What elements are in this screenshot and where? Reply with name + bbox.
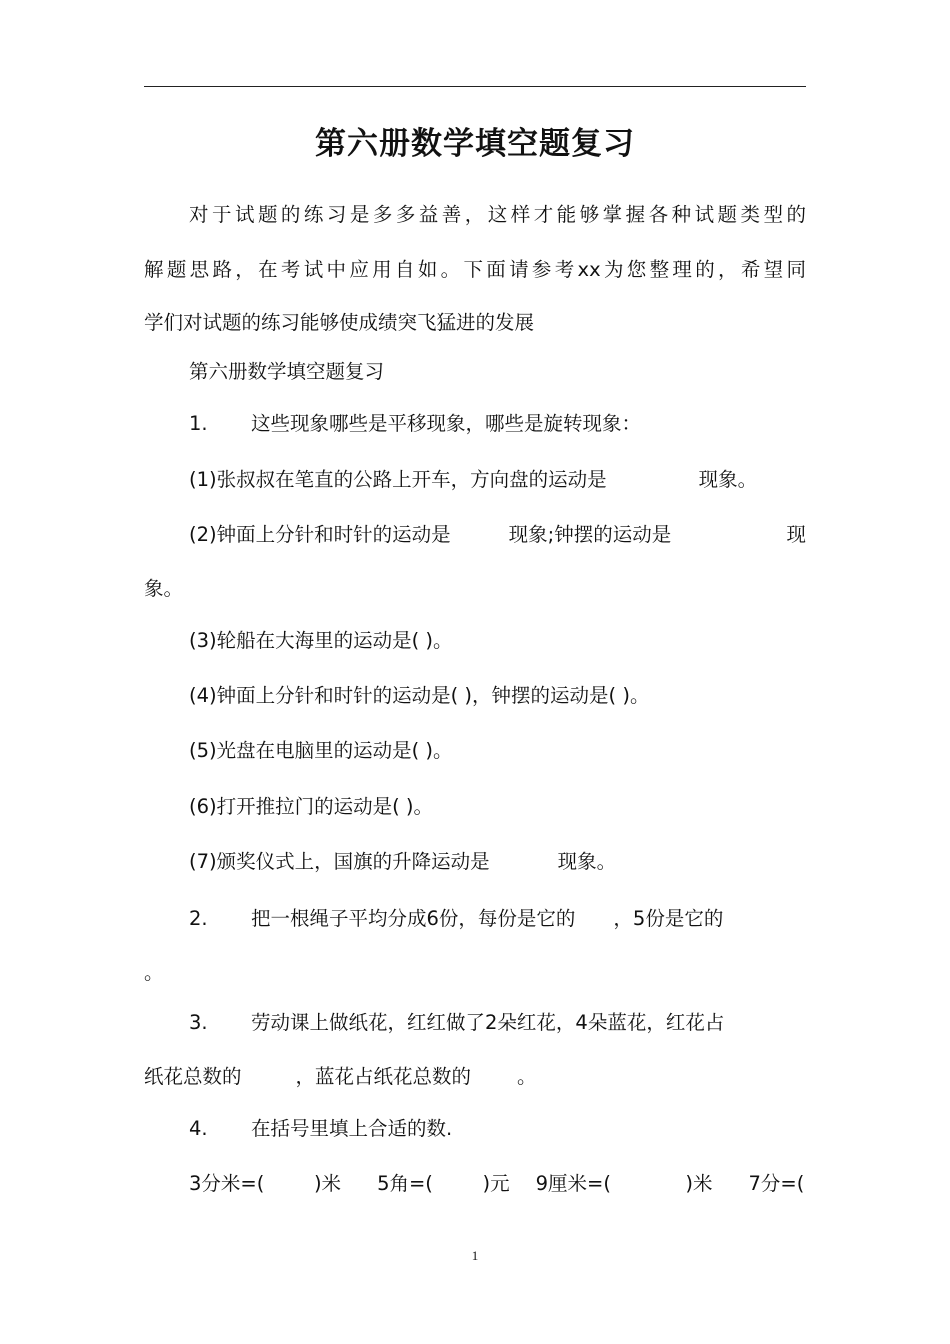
question-3-text-c: 。 xyxy=(517,1065,537,1088)
question-3 xyxy=(189,1009,806,1037)
intro-line-1: 对于试题的练习是多多益善，这样才能够掌握各种试题类型的 xyxy=(189,203,806,226)
question-1-item-1 xyxy=(189,466,806,494)
question-1-item-5: (5)光盘在电脑里的运动是( )。 xyxy=(189,739,453,762)
conversion-item: 5角=( )元 xyxy=(377,1172,510,1195)
question-3-line-2 xyxy=(144,1063,806,1091)
question-1-item-2-wrap: 象。 xyxy=(144,577,184,600)
question-2-number: 2. xyxy=(189,907,208,930)
question-1-number: 1. xyxy=(189,412,208,435)
intro-line-3: 学们对试题的练习能够使成绩突飞猛进的发展 xyxy=(144,311,535,334)
question-2-text: 把一根绳子平均分成6份，每份是它的 xyxy=(251,907,576,930)
conversion-item: 3分米=( )米 xyxy=(189,1172,342,1195)
question-3-text-b: ，蓝花占纸花总数的 xyxy=(295,1065,472,1088)
question-1-item-2 xyxy=(189,521,806,549)
question-2 xyxy=(189,905,806,933)
item-2-mid: 现象;钟摆的运动是 xyxy=(508,523,672,546)
question-3-text-a: 纸花总数的 xyxy=(144,1065,242,1088)
item-2-end: 现 xyxy=(786,523,806,546)
item-2-text: (2)钟面上分针和时针的运动是 xyxy=(189,523,451,546)
question-4-number: 4. xyxy=(189,1117,208,1140)
item-7-suffix: 现象。 xyxy=(557,850,617,873)
section-subtitle: 第六册数学填空题复习 xyxy=(189,360,385,383)
document-title: 第六册数学填空题复习 xyxy=(315,126,635,162)
question-1-item-3: (3)轮船在大海里的运动是( )。 xyxy=(189,629,453,652)
question-2-text-b: ，5份是它的 xyxy=(613,907,724,930)
item-1-suffix: 现象。 xyxy=(698,468,758,491)
conversion-item: 9厘米=( )米 xyxy=(535,1172,713,1195)
question-4-text: 在括号里填上合适的数. xyxy=(251,1117,453,1140)
item-7-text: (7)颁奖仪式上，国旗的升降运动是 xyxy=(189,850,490,873)
question-1-item-6: (6)打开推拉门的运动是( )。 xyxy=(189,795,434,818)
question-1 xyxy=(189,410,806,438)
header-rule xyxy=(144,86,806,87)
question-4-items xyxy=(189,1170,806,1198)
question-3-number: 3. xyxy=(189,1011,208,1034)
conversion-item: 7分=( xyxy=(748,1172,805,1195)
question-2-wrap: 。 xyxy=(144,961,164,984)
question-1-item-7 xyxy=(189,848,806,876)
page-number: 1 xyxy=(471,1248,479,1263)
intro-line-2: 解题思路，在考试中应用自如。下面请参考xx为您整理的，希望同 xyxy=(144,258,806,281)
item-1-text: (1)张叔叔在笔直的公路上开车，方向盘的运动是 xyxy=(189,468,607,491)
question-4 xyxy=(189,1115,806,1143)
question-1-text: 这些现象哪些是平移现象，哪些是旋转现象： xyxy=(251,412,642,435)
question-1-item-4: (4)钟面上分针和时针的运动是( )，钟摆的运动是( )。 xyxy=(189,684,650,707)
question-3-text: 劳动课上做纸花，红红做了2朵红花，4朵蓝花，红花占 xyxy=(251,1011,725,1034)
